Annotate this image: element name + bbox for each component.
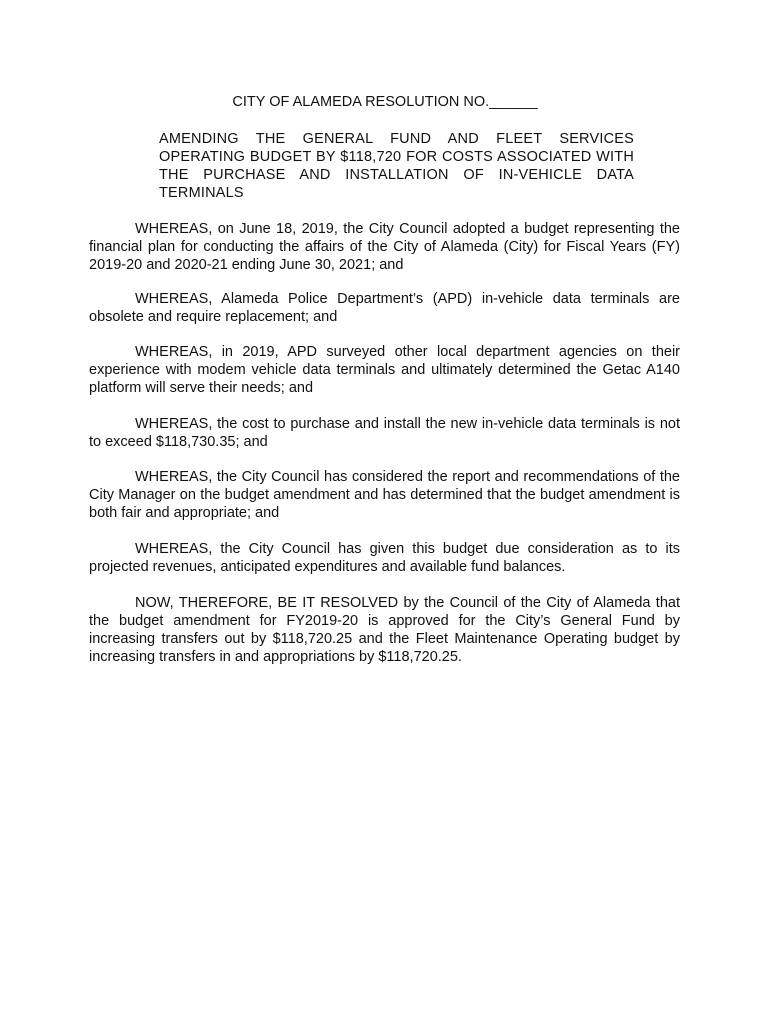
whereas-paragraph-4: WHEREAS, the cost to purchase and install the new in-vehicle data terminals is not to exceed $118,730.35; and: [89, 416, 680, 450]
whereas-paragraph-6: WHEREAS, the City Council has given this budget due consideration as to its projected revenues, anticipated expenditures and available fund balances.: [89, 541, 680, 575]
whereas-paragraph-2: WHEREAS, Alameda Police Department’s (APD) in-vehicle data terminals are obsolete and require replacement; and: [89, 291, 680, 325]
whereas-paragraph-3: WHEREAS, in 2019, APD surveyed other local department agencies on their experience with modem vehicle data terminals and ultimately determined the Getac A140 platform will serve their needs; and: [89, 344, 680, 396]
resolution-subject: AMENDING THE GENERAL FUND AND FLEET SERVICES OPERATING BUDGET BY $118,720 FOR COSTS ASSOCIATED WITH THE PURCHASE AND INSTALLATION OF IN-VEHICLE DATA TERMINALS: [159, 131, 634, 201]
resolution-title: CITY OF ALAMEDA RESOLUTION NO.______: [232, 94, 538, 110]
resolved-paragraph: NOW, THEREFORE, BE IT RESOLVED by the Council of the City of Alameda that the budget amendment for FY2019-20 is approved for the City’s General Fund by increasing transfers out by $118,720.25 and the Fleet Maintenance Operating budget by increasing transfers in and appropriations by $118,720.25.: [89, 595, 680, 665]
whereas-paragraph-1: WHEREAS, on June 18, 2019, the City Council adopted a budget representing the financial plan for conducting the affairs of the City of Alameda (City) for Fiscal Years (FY) 2019-20 and 2020-21 ending June 30, 2021; and: [89, 221, 680, 273]
whereas-paragraph-5: WHEREAS, the City Council has considered the report and recommendations of the City Manager on the budget amendment and has determined that the budget amendment is both fair and appropriate; and: [89, 469, 680, 521]
